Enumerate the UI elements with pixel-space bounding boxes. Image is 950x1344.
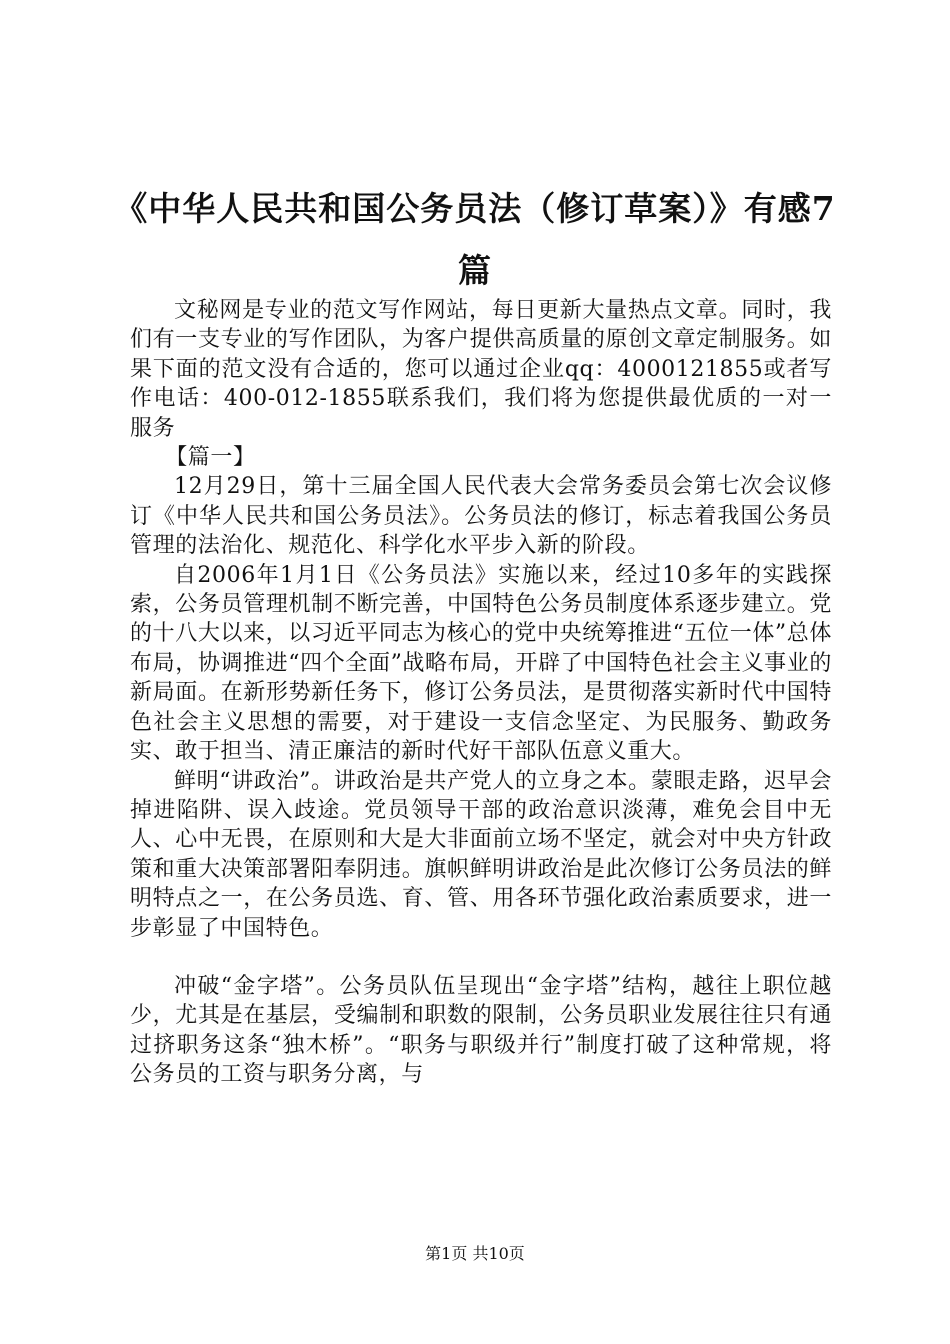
page-footer: 第1页 共10页 xyxy=(425,1244,525,1263)
body-paragraph: 自2006年1月1日《公务员法》实施以来，经过10多年的实践探索，公务员管理机制不断完善，中国特色公务员制度体系逐步建立。党的十八大以来，以习近平同志为核心的党中央统筹推进“五位一体”总体布局，协调推进“四个全面”战略布局，开辟了中国特色社会主义事业的新局面。在新形势新任务下，修订公务员法，是贯彻落实新时代中国特色社会主义思想的需要，对于建设一支信念坚定、为民服务、勤政务实、敢于担当、清正廉洁的新时代好干部队伍意义重大。 xyxy=(130,562,832,765)
document-title: 《中华人民共和国公务员法（修订草案）》有感7篇 xyxy=(114,189,836,290)
document-body xyxy=(130,296,832,1090)
body-paragraph: 冲破“金字塔”。公务员队伍呈现出“金字塔”结构，越往上职位越少，尤其是在基层，受编制和职数的限制，公务员职业发展往往只有通过挤职务这条“独木桥”。“职务与职级并行”制度打破了这种常规，将公务员的工资与职务分离，与 xyxy=(130,973,832,1088)
body-paragraph: 12月29日，第十三届全国人民代表大会常务委员会第七次会议修订《中华人民共和国公务员法》。公务员法的修订，标志着我国公务员管理的法治化、规范化、科学化水平步入新的阶段。 xyxy=(130,474,832,559)
section-label: 【篇一】 xyxy=(165,445,256,471)
body-paragraph: 鲜明“讲政治”。讲政治是共产党人的立身之本。蒙眼走路，迟早会掉进陷阱、误入歧途。党员领导干部的政治意识淡薄，难免会目中无人、心中无畏，在原则和大是大非面前立场不坚定，就会对中央方针政策和重大决策部署阳奉阴违。旗帜鲜明讲政治是此次修订公务员法的鲜明特点之一，在公务员选、育、管、用各环节强化政治素质要求，进一步彰显了中国特色。 xyxy=(130,768,832,941)
intro-paragraph: 文秘网是专业的范文写作网站，每日更新大量热点文章。同时，我们有一支专业的写作团队，为客户提供高质量的原创文章定制服务。如果下面的范文没有合适的，您可以通过企业qq：4000121855或者写作电话：400-012-1855联系我们，我们将为您提供最优质的一对一服务 xyxy=(130,298,832,441)
